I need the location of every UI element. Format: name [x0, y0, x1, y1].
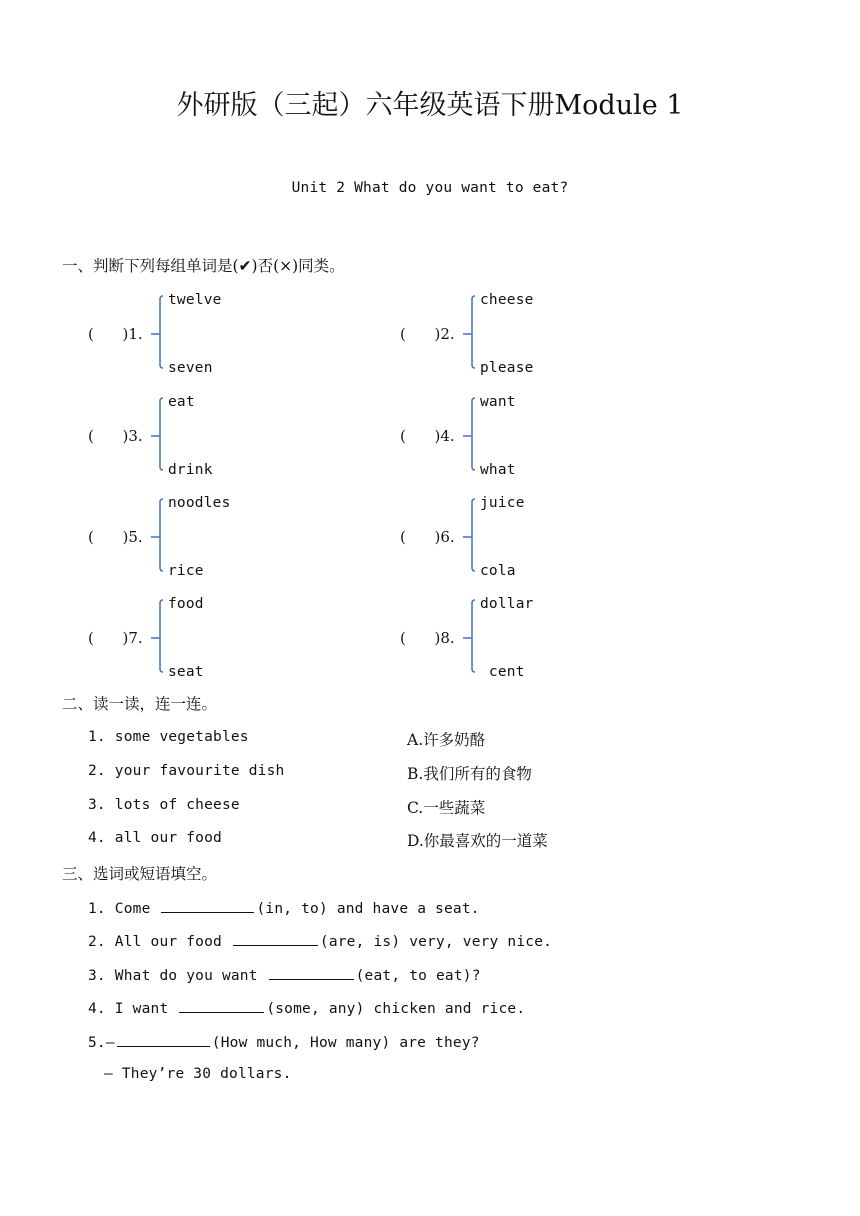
bracket-icon: [458, 294, 472, 370]
fill-blank-1[interactable]: [161, 898, 254, 913]
fill-blank-3[interactable]: [269, 965, 354, 980]
bracket-icon: [146, 598, 160, 674]
match-left-3: 3. lots of cheese: [88, 797, 240, 813]
word-top-2: cheese: [480, 292, 534, 308]
word-bottom-5: rice: [168, 563, 204, 579]
match-right-d: D.你最喜欢的一道菜: [407, 832, 548, 850]
word-top-8: dollar: [480, 596, 534, 612]
fill-item-4-options: (some, any) chicken and rice.: [266, 1001, 526, 1017]
section-1-heading: 一、判断下列每组单词是(✔)否(×)同类。: [62, 257, 345, 275]
answer-paren-2[interactable]: ( )2.: [400, 325, 455, 343]
bracket-icon: [146, 396, 160, 472]
fill-item-2-options: (are, is) very, very nice.: [319, 934, 553, 950]
fill-item-1-prompt: 1. Come: [88, 901, 160, 917]
fill-item-5: [88, 1032, 480, 1051]
word-top-1: twelve: [168, 292, 222, 308]
answer-paren-5[interactable]: ( )5.: [88, 528, 143, 546]
word-bottom-6: cola: [480, 563, 516, 579]
fill-item-1: [88, 898, 480, 917]
match-right-a: A.许多奶酪: [407, 731, 486, 749]
fill-item-5-prompt: 5.—: [88, 1035, 115, 1051]
bracket-icon: [146, 294, 160, 370]
match-left-4: 4. all our food: [88, 830, 222, 846]
word-top-3: eat: [168, 394, 195, 410]
fill-blank-4[interactable]: [179, 998, 264, 1013]
word-top-6: juice: [480, 495, 525, 511]
answer-paren-7[interactable]: ( )7.: [88, 629, 143, 647]
answer-paren-8[interactable]: ( )8.: [400, 629, 455, 647]
page-title: 外研版（三起）六年级英语下册Module 1: [176, 90, 684, 121]
word-bottom-7: seat: [168, 664, 204, 680]
answer-paren-6[interactable]: ( )6.: [400, 528, 455, 546]
fill-item-3-prompt: 3. What do you want: [88, 968, 267, 984]
bracket-icon: [458, 396, 472, 472]
fill-item-1-options: (in, to) and have a seat.: [256, 901, 480, 917]
answer-paren-3[interactable]: ( )3.: [88, 427, 143, 445]
match-left-1: 1. some vegetables: [88, 729, 249, 745]
bracket-icon: [146, 497, 160, 573]
bracket-icon: [458, 598, 472, 674]
word-top-7: food: [168, 596, 204, 612]
unit-subtitle: Unit 2 What do you want to eat?: [291, 180, 569, 196]
word-bottom-8: cent: [480, 664, 525, 680]
word-top-5: noodles: [168, 495, 231, 511]
word-bottom-2: please: [480, 360, 534, 376]
word-bottom-4: what: [480, 462, 516, 478]
fill-item-5-options: (How much, How many) are they?: [211, 1035, 480, 1051]
word-bottom-1: seven: [168, 360, 213, 376]
fill-blank-5[interactable]: [117, 1032, 210, 1047]
match-right-c: C.一些蔬菜: [407, 799, 486, 817]
bracket-icon: [458, 497, 472, 573]
fill-blank-2[interactable]: [233, 931, 318, 946]
answer-paren-1[interactable]: ( )1.: [88, 325, 143, 343]
answer-paren-4[interactable]: ( )4.: [400, 427, 455, 445]
fill-item-2-prompt: 2. All our food: [88, 934, 231, 950]
match-right-b: B.我们所有的食物: [407, 765, 532, 783]
section-2-heading: 二、读一读，连一连。: [62, 695, 218, 713]
word-top-4: want: [480, 394, 516, 410]
fill-item-4: [88, 998, 525, 1017]
fill-item-3-options: (eat, to eat)?: [355, 968, 481, 984]
fill-item-2: [88, 931, 552, 950]
fill-item-3: [88, 965, 481, 984]
match-left-2: 2. your favourite dish: [88, 763, 285, 779]
section-3-heading: 三、选词或短语填空。: [62, 865, 218, 883]
fill-item-4-prompt: 4. I want: [88, 1001, 178, 1017]
fill-item-5-answer: — They’re 30 dollars.: [104, 1066, 292, 1082]
word-bottom-3: drink: [168, 462, 213, 478]
